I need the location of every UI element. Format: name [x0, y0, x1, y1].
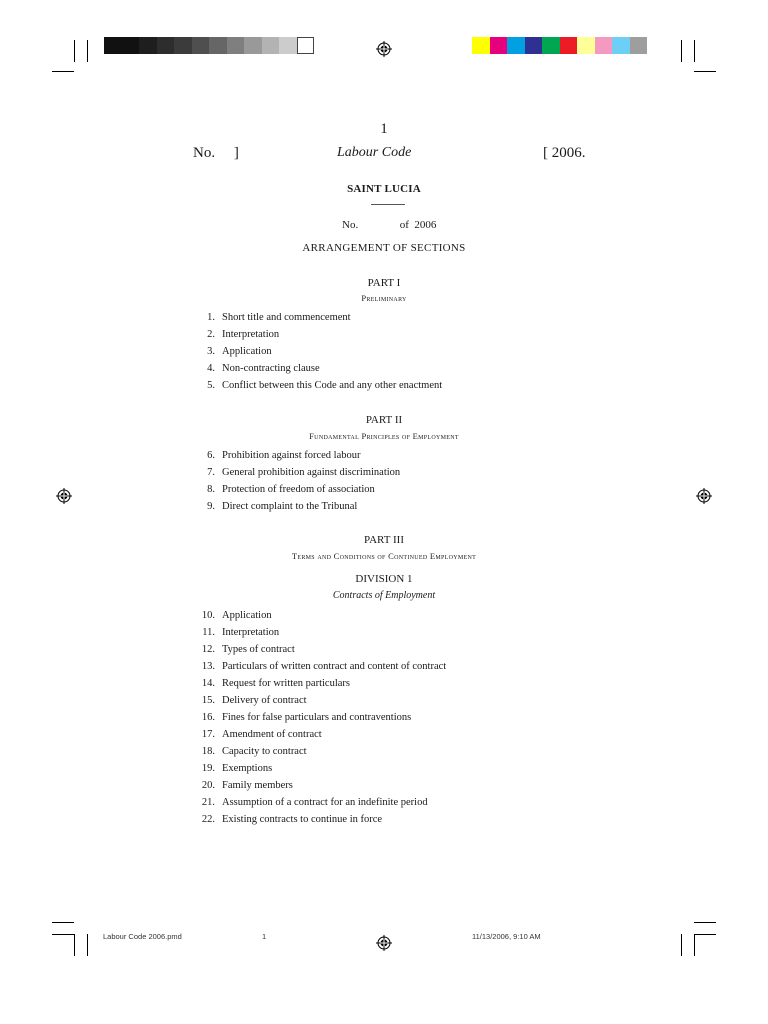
crop-mark [694, 71, 716, 72]
part-label: PART II [365, 414, 403, 426]
section-item [0, 377, 768, 394]
part-title: Terms and Conditions of Continued Employment [291, 551, 477, 561]
footer-timestamp: 11/13/2006, 9:10 AM [472, 932, 541, 941]
section-item [0, 309, 768, 326]
section-title: Delivery of contract [222, 695, 307, 706]
section-list [0, 447, 768, 515]
section-number: 6. [207, 450, 215, 461]
section-title: Exemptions [222, 763, 273, 774]
section-number: 13. [201, 661, 215, 672]
section-title: Particulars of written contract and content of contract [222, 661, 447, 672]
color-swatch [262, 37, 280, 54]
color-swatch [612, 37, 630, 54]
section-item [0, 464, 768, 481]
crop-mark [681, 934, 682, 956]
color-swatch [577, 37, 595, 54]
crop-mark [52, 922, 74, 923]
color-swatch [192, 37, 210, 54]
section-number: 12. [201, 644, 215, 655]
section-item [0, 481, 768, 498]
color-swatch [490, 37, 508, 54]
color-swatch [244, 37, 262, 54]
section-number: 11. [202, 627, 215, 638]
section-number: 21. [201, 797, 215, 808]
section-item [0, 326, 768, 343]
section-number: 4. [207, 363, 215, 374]
section-number: 22. [201, 814, 215, 825]
section-number: 7. [207, 467, 215, 478]
crop-mark [87, 40, 88, 62]
section-title: General prohibition against discrimination [222, 467, 401, 478]
color-swatch [542, 37, 560, 54]
bill-no-label: No. [342, 219, 359, 231]
color-swatch [560, 37, 578, 54]
crop-mark [694, 40, 695, 62]
section-item [0, 709, 768, 726]
part-label: PART I [367, 277, 401, 289]
color-swatch [157, 37, 175, 54]
section-item [0, 692, 768, 709]
crop-mark [74, 934, 75, 956]
color-swatch [525, 37, 543, 54]
section-number: 1. [207, 312, 215, 323]
running-head-title: Labour Code [337, 145, 412, 160]
bill-year-label: of 2006 [399, 219, 437, 231]
section-item [0, 343, 768, 360]
section-title: Existing contracts to continue in force [222, 814, 383, 825]
color-swatch [297, 37, 315, 54]
section-number: 16. [201, 712, 215, 723]
section-number: 3. [207, 346, 215, 357]
section-title: Amendment of contract [222, 729, 322, 740]
section-number: 2. [207, 329, 215, 340]
crop-mark [87, 934, 88, 956]
section-number: 19. [201, 763, 215, 774]
section-title: Non-contracting clause [222, 363, 320, 374]
part-title: Preliminary [361, 293, 407, 303]
arrangement-heading: ARRANGEMENT OF SECTIONS [302, 242, 466, 254]
registration-target-icon [376, 41, 392, 57]
section-item [0, 811, 768, 828]
section-title: Protection of freedom of association [222, 484, 375, 495]
color-swatch [630, 37, 648, 54]
crop-mark [681, 40, 682, 62]
section-number: 8. [207, 484, 215, 495]
crop-mark [694, 934, 695, 956]
section-item [0, 624, 768, 641]
section-number: 9. [207, 501, 215, 512]
section-number: 20. [201, 780, 215, 791]
section-list [0, 309, 768, 394]
footer-filename: Labour Code 2006.pmd [103, 932, 182, 941]
section-item [0, 760, 768, 777]
crop-mark [52, 934, 74, 935]
section-number: 15. [201, 695, 215, 706]
section-title: Types of contract [222, 644, 295, 655]
title-divider [371, 204, 405, 205]
country-heading: SAINT LUCIA [347, 183, 421, 195]
running-head-year: [ 2006. [543, 145, 586, 161]
section-item [0, 743, 768, 760]
crop-mark [694, 922, 716, 923]
section-title: Direct complaint to the Tribunal [222, 501, 358, 512]
color-swatch [104, 37, 122, 54]
section-list [0, 607, 768, 828]
section-title: Application [222, 610, 272, 621]
color-swatch [227, 37, 245, 54]
section-title: Prohibition against forced labour [222, 450, 361, 461]
running-head-number: No. ] [193, 145, 239, 161]
section-item [0, 675, 768, 692]
page-number: 1 [380, 121, 388, 137]
section-title: Fines for false particulars and contraventions [222, 712, 412, 723]
crop-mark [52, 71, 74, 72]
division-label: DIVISION 1 [355, 573, 413, 585]
registration-target-icon [376, 935, 392, 951]
section-item [0, 447, 768, 464]
section-item [0, 607, 768, 624]
color-swatch [507, 37, 525, 54]
division-title: Contracts of Employment [332, 590, 436, 601]
section-number: 14. [201, 678, 215, 689]
grayscale-color-bar [104, 37, 314, 54]
section-item [0, 641, 768, 658]
color-swatch [174, 37, 192, 54]
part-title: Fundamental Principles of Employment [309, 431, 459, 441]
color-swatch [595, 37, 613, 54]
color-swatch [139, 37, 157, 54]
section-number: 17. [201, 729, 215, 740]
footer-page: 1 [262, 932, 267, 941]
part-label: PART III [364, 534, 404, 546]
section-number: 18. [201, 746, 215, 757]
color-swatch [472, 37, 490, 54]
crop-mark [694, 934, 716, 935]
color-swatch [122, 37, 140, 54]
section-item [0, 360, 768, 377]
section-item [0, 794, 768, 811]
color-swatch [209, 37, 227, 54]
section-title: Interpretation [222, 627, 280, 638]
cmyk-color-bar [472, 37, 647, 54]
section-number: 5. [207, 380, 215, 391]
section-item [0, 498, 768, 515]
section-title: Interpretation [222, 329, 280, 340]
section-item [0, 726, 768, 743]
section-title: Assumption of a contract for an indefinite period [222, 797, 428, 808]
color-swatch [279, 37, 297, 54]
section-title: Request for written particulars [222, 678, 350, 689]
section-number: 10. [201, 610, 215, 621]
section-title: Application [222, 346, 272, 357]
section-title: Short title and commencement [222, 312, 351, 323]
section-item [0, 777, 768, 794]
section-item [0, 658, 768, 675]
section-title: Conflict between this Code and any other enactment [222, 380, 443, 391]
bill-number [342, 219, 436, 231]
section-title: Capacity to contract [222, 746, 307, 757]
crop-mark [74, 40, 75, 62]
section-title: Family members [222, 780, 293, 791]
